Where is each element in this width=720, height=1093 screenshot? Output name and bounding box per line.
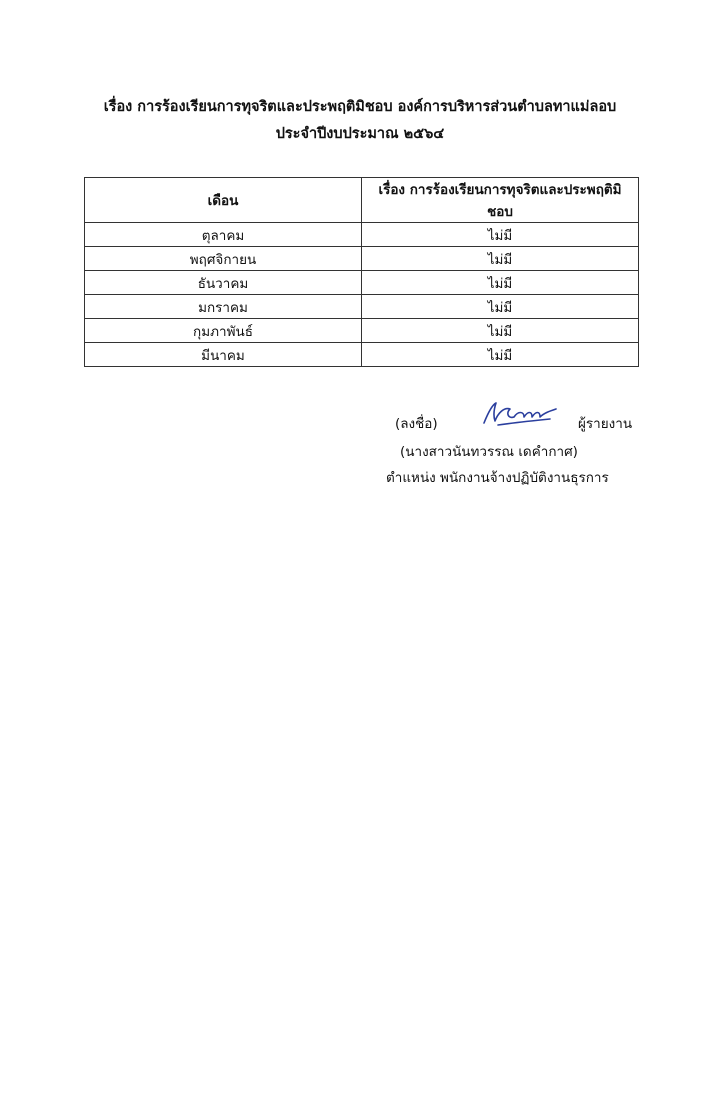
- cell-complaints: ไม่มี: [362, 295, 639, 319]
- table-row: [85, 223, 639, 247]
- document-title: เรื่อง การร้องเรียนการทุจริตและประพฤติมิชอบ องค์การบริหารส่วนตำบลทาแม่ลอบ: [103, 99, 617, 115]
- cell-month: ธันวาคม: [85, 271, 362, 295]
- cell-month: มกราคม: [85, 295, 362, 319]
- signer-name: (นางสาวนันทวรรณ เดคำกาศ): [400, 444, 578, 460]
- table-row: [85, 295, 639, 319]
- cell-complaints: ไม่มี: [362, 343, 639, 367]
- signature-label: (ลงชื่อ): [395, 416, 438, 432]
- table-row: [85, 343, 639, 367]
- table-header-row: [85, 178, 639, 223]
- cell-month: มีนาคม: [85, 343, 362, 367]
- signer-position: ตำแหน่ง พนักงานจ้างปฏิบัติงานธุรการ: [386, 470, 609, 486]
- cell-complaints: ไม่มี: [362, 223, 639, 247]
- cell-complaints: ไม่มี: [362, 271, 639, 295]
- cell-complaints: ไม่มี: [362, 247, 639, 271]
- cell-complaints: ไม่มี: [362, 319, 639, 343]
- document-subtitle: ประจำปีงบประมาณ ๒๕๖๔: [275, 126, 445, 142]
- cell-month: กุมภาพันธ์: [85, 319, 362, 343]
- signature-role: ผู้รายงาน: [578, 416, 633, 432]
- header-complaints: เรื่อง การร้องเรียนการทุจริตและประพฤติมิชอบ: [362, 178, 639, 223]
- handwritten-signature: [478, 399, 560, 429]
- table-row: [85, 271, 639, 295]
- table-row: [85, 319, 639, 343]
- cell-month: ตุลาคม: [85, 223, 362, 247]
- cell-month: พฤศจิกายน: [85, 247, 362, 271]
- header-month: เดือน: [85, 178, 362, 223]
- complaints-table: [84, 177, 639, 367]
- table-row: [85, 247, 639, 271]
